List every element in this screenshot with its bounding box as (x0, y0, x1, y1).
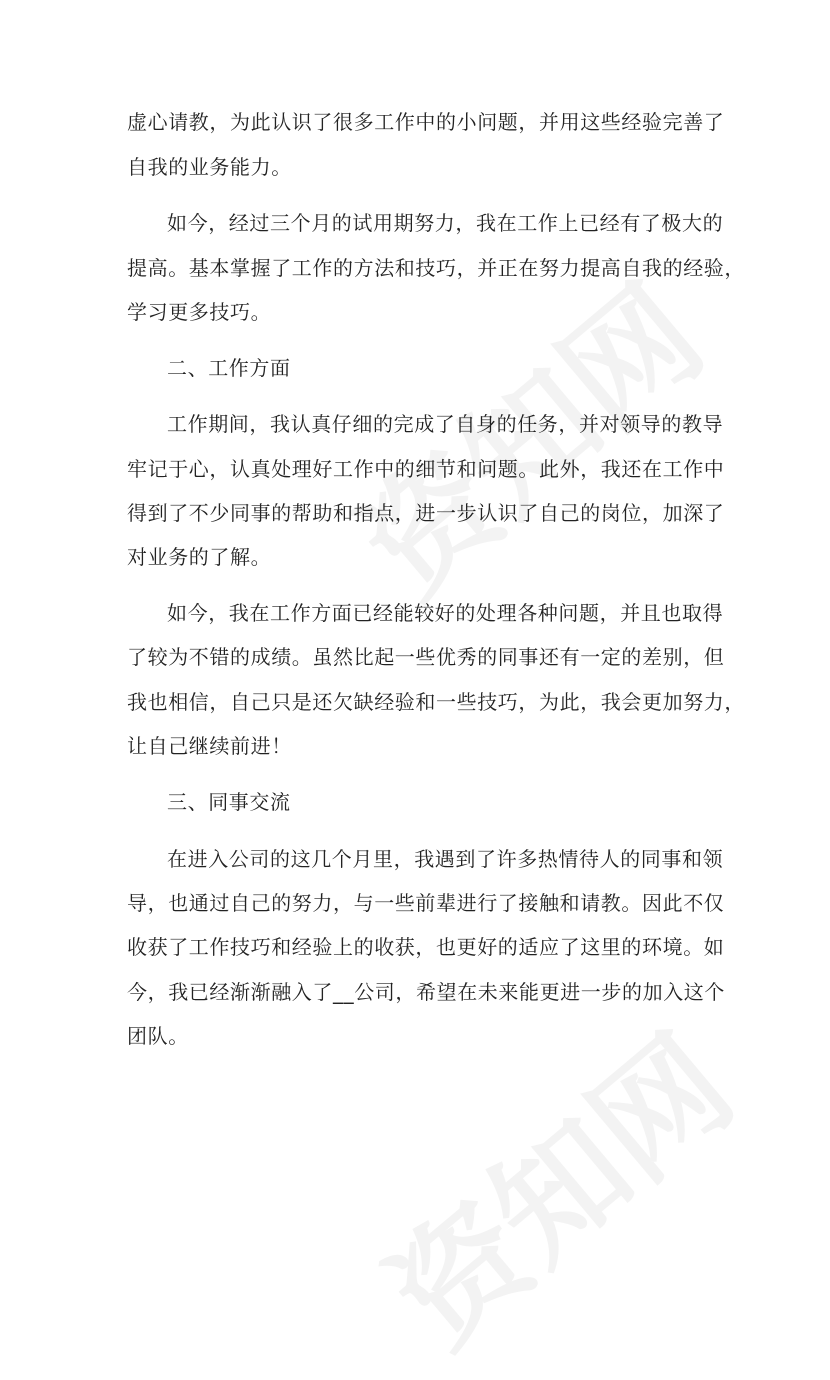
paragraph-line: 收获了工作技巧和经验上的收获，也更好的适应了这里的环境。如 (127, 935, 725, 959)
watermark (346, 987, 765, 1380)
paragraph-line: 工作期间，我认真仔细的完成了自身的任务，并对领导的教导 (167, 412, 724, 436)
paragraph-line: 我也相信，自己只是还欠缺经验和一些技巧，为此，我会更加努力， (127, 690, 745, 714)
paragraph-line: 得到了不少同事的帮助和指点，进一步认识了自己的岗位，加深了 (127, 501, 725, 525)
paragraph-line: 导，也通过自己的努力，与一些前辈进行了接触和请教。因此不仅 (127, 891, 725, 915)
paragraph-line: 对业务的了解。 (127, 545, 272, 569)
paragraph-line: 让自己继续前进！ (127, 734, 292, 758)
section-heading: 二、工作方面 (167, 356, 291, 380)
paragraph-line: 了较为不错的成绩。虽然比起一些优秀的同事还有一定的差别，但 (127, 645, 725, 669)
paragraph-line: 自我的业务能力。 (127, 155, 292, 179)
paragraph-line: 提高。基本掌握了工作的方法和技巧，并正在努力提高自我的经验， (127, 256, 745, 280)
paragraph-line: 在进入公司的这几个月里，我遇到了许多热情待人的同事和领 (167, 847, 724, 871)
paragraph-line: 团队。 (127, 1024, 189, 1048)
paragraph-line: 如今，我在工作方面已经能较好的处理各种问题，并且也取得 (167, 601, 724, 625)
paragraph-line: 虚心请教，为此认识了很多工作中的小问题，并用这些经验完善了 (127, 110, 725, 134)
section-heading: 三、同事交流 (167, 790, 291, 814)
paragraph-line: 如今，经过三个月的试用期努力，我在工作上已经有了极大的 (167, 211, 724, 235)
paragraph-line: 牢记于心，认真处理好工作中的细节和问题。此外，我还在工作中 (127, 457, 725, 481)
paragraph-line: 学习更多技巧。 (127, 300, 272, 324)
paragraph-line: 今，我已经渐渐融入了__公司，希望在未来能更进一步的加入这个 (127, 980, 725, 1004)
